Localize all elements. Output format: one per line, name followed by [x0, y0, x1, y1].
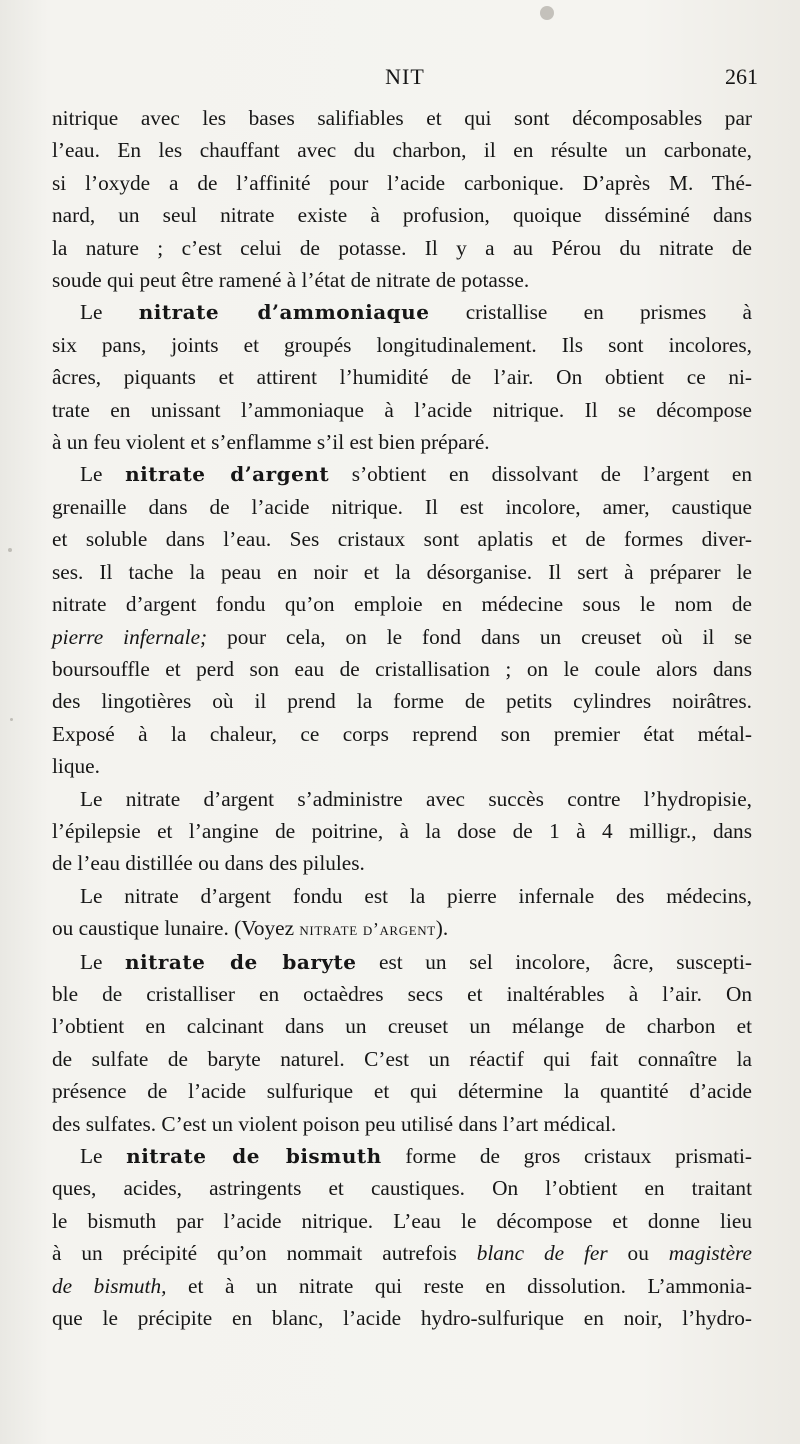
- text-line: six pans, joints et groupés longitudinalement. Ils sont incolores,: [52, 332, 752, 357]
- text-line: et soluble dans l’eau. Ses cristaux sont aplatis et de formes diver-: [52, 527, 752, 552]
- text-line: grenaille dans de l’acide nitrique. Il est incolore, amer, caustique: [52, 494, 752, 519]
- text-line: [52, 296, 752, 328]
- text-line: des lingotières où il prend la forme de petits cylindres noirâtres.: [52, 689, 752, 714]
- text-line: âcres, piquants et attirent l’humidité de l’air. On obtient ce ni-: [52, 365, 752, 390]
- text-line: l’épilepsie et l’angine de poitrine, à la dose de 1 à 4 milligr., dans: [52, 818, 752, 843]
- text-line: trate en unissant l’ammoniaque à l’acide nitrique. Il se décompose: [52, 397, 752, 422]
- entry-keyword: nitrate de baryte: [125, 949, 357, 974]
- text-line: à un feu violent et s’enflamme s’il est bien préparé.: [52, 430, 490, 455]
- text-line: l’obtient en calcinant dans un creuset un mélange de charbon et: [52, 1014, 752, 1039]
- text-line: boursouffle et perd son eau de cristallisation ; on le coule alors dans: [52, 656, 752, 681]
- italic-term: blanc de fer: [476, 1241, 608, 1266]
- paragraph-baryte: [52, 946, 752, 1140]
- text-line: [52, 1140, 752, 1172]
- italic-term: magistère: [668, 1241, 752, 1266]
- text-line: [52, 458, 752, 490]
- lead-text: Le: [80, 462, 126, 487]
- text-line: la nature ; c’est celui de potasse. Il y a au Pérou du nitrate de: [52, 235, 752, 260]
- paragraph-pierre-infernale: [52, 880, 752, 946]
- text-line: [52, 946, 752, 978]
- line-text: ou caustique lunaire. (Voyez: [52, 916, 300, 941]
- text-line: nitrate d’argent fondu qu’on emploie en médecine sous le nom de: [52, 592, 752, 617]
- page-body: [52, 102, 752, 1334]
- paragraph-bismuth: [52, 1140, 752, 1334]
- text-line: ses. Il tache la peau en noir et la désorganise. Il sert à préparer le: [52, 559, 752, 584]
- text-line: le bismuth par l’acide nitrique. L’eau le décompose et donne lieu: [52, 1208, 752, 1233]
- text-line: de l’eau distillée ou dans des pilules.: [52, 851, 365, 876]
- entry-keyword: nitrate d’argent: [125, 462, 330, 487]
- ink-speck: [8, 548, 12, 552]
- text-line: présence de l’acide sulfurique et qui détermine la quantité d’acide: [52, 1079, 752, 1104]
- entry-keyword: nitrate de bismuth: [126, 1144, 382, 1168]
- line-text: ).: [435, 916, 449, 941]
- lead-text: Le: [80, 300, 139, 325]
- text-line: lique.: [52, 754, 100, 779]
- line-text: pour cela, on le fond dans un creuset où il se: [207, 624, 753, 649]
- ink-speck: [10, 718, 13, 721]
- text-line: Le nitrate d’argent fondu est la pierre infernale des médecins,: [80, 883, 752, 908]
- text-line: nard, un seul nitrate existe à profusion, quoique disséminé dans: [52, 203, 752, 228]
- text-line: si l’oxyde a de l’affinité pour l’acide carbonique. D’après M. Thé-: [52, 170, 752, 195]
- line-text: est un sel incolore, âcre, suscepti-: [356, 949, 752, 974]
- line-text: et à un nitrate qui reste en dissolution. L’ammonia-: [166, 1273, 752, 1298]
- text-line: ble de cristalliser en octaèdres secs et inaltérables à l’air. On: [52, 981, 752, 1006]
- text-line: soude qui peut être ramené à l’état de nitrate de potasse.: [52, 268, 530, 293]
- entry-keyword: nitrate d’ammoniaque: [138, 300, 430, 325]
- page-header: [52, 64, 758, 98]
- text-line: [52, 621, 752, 653]
- ink-speck: [540, 6, 554, 20]
- text-line: [52, 1237, 752, 1269]
- paragraph-argent-usage: [52, 783, 752, 880]
- text-line: Le nitrate d’argent s’administre avec succès contre l’hydropisie,: [80, 786, 752, 811]
- lead-text: Le: [80, 1144, 127, 1168]
- running-head: NIT: [385, 64, 425, 89]
- paragraph-ammoniaque: [52, 296, 752, 458]
- line-text: ou: [607, 1241, 669, 1266]
- paragraph-argent: [52, 458, 752, 782]
- text-line: l’eau. En les chauffant avec du charbon, il en résulte un carbonate,: [52, 138, 752, 163]
- text-line: de sulfate de baryte naturel. C’est un réactif qui fait connaître la: [52, 1046, 752, 1071]
- text-line: [52, 912, 752, 945]
- line-text: forme de gros cristaux prismati-: [381, 1144, 753, 1168]
- text-line: [52, 1270, 752, 1302]
- text-line: que le précipite en blanc, l’acide hydro-sulfurique en noir, l’hydro-: [52, 1306, 752, 1331]
- italic-term: de bismuth,: [52, 1273, 167, 1298]
- text-line: ques, acides, astringents et caustiques. On l’obtient en traitant: [52, 1176, 752, 1201]
- page-number: 261: [725, 64, 758, 89]
- cross-reference: nitrate d’argent: [299, 919, 436, 940]
- text-line: des sulfates. C’est un violent poison peu utilisé dans l’art médical.: [52, 1111, 617, 1136]
- line-text: à un précipité qu’on nommait autrefois: [52, 1241, 477, 1266]
- text-line: nitrique avec les bases salifiables et qui sont décomposables par: [52, 106, 752, 130]
- line-text: s’obtient en dissolvant de l’argent en: [329, 462, 752, 487]
- paragraph-intro: [52, 102, 752, 296]
- italic-term: pierre infernale;: [52, 624, 208, 649]
- lead-text: Le: [80, 949, 126, 974]
- text-line: Exposé à la chaleur, ce corps reprend son premier état métal-: [52, 721, 752, 746]
- line-text: cristallise en prismes à: [429, 300, 752, 325]
